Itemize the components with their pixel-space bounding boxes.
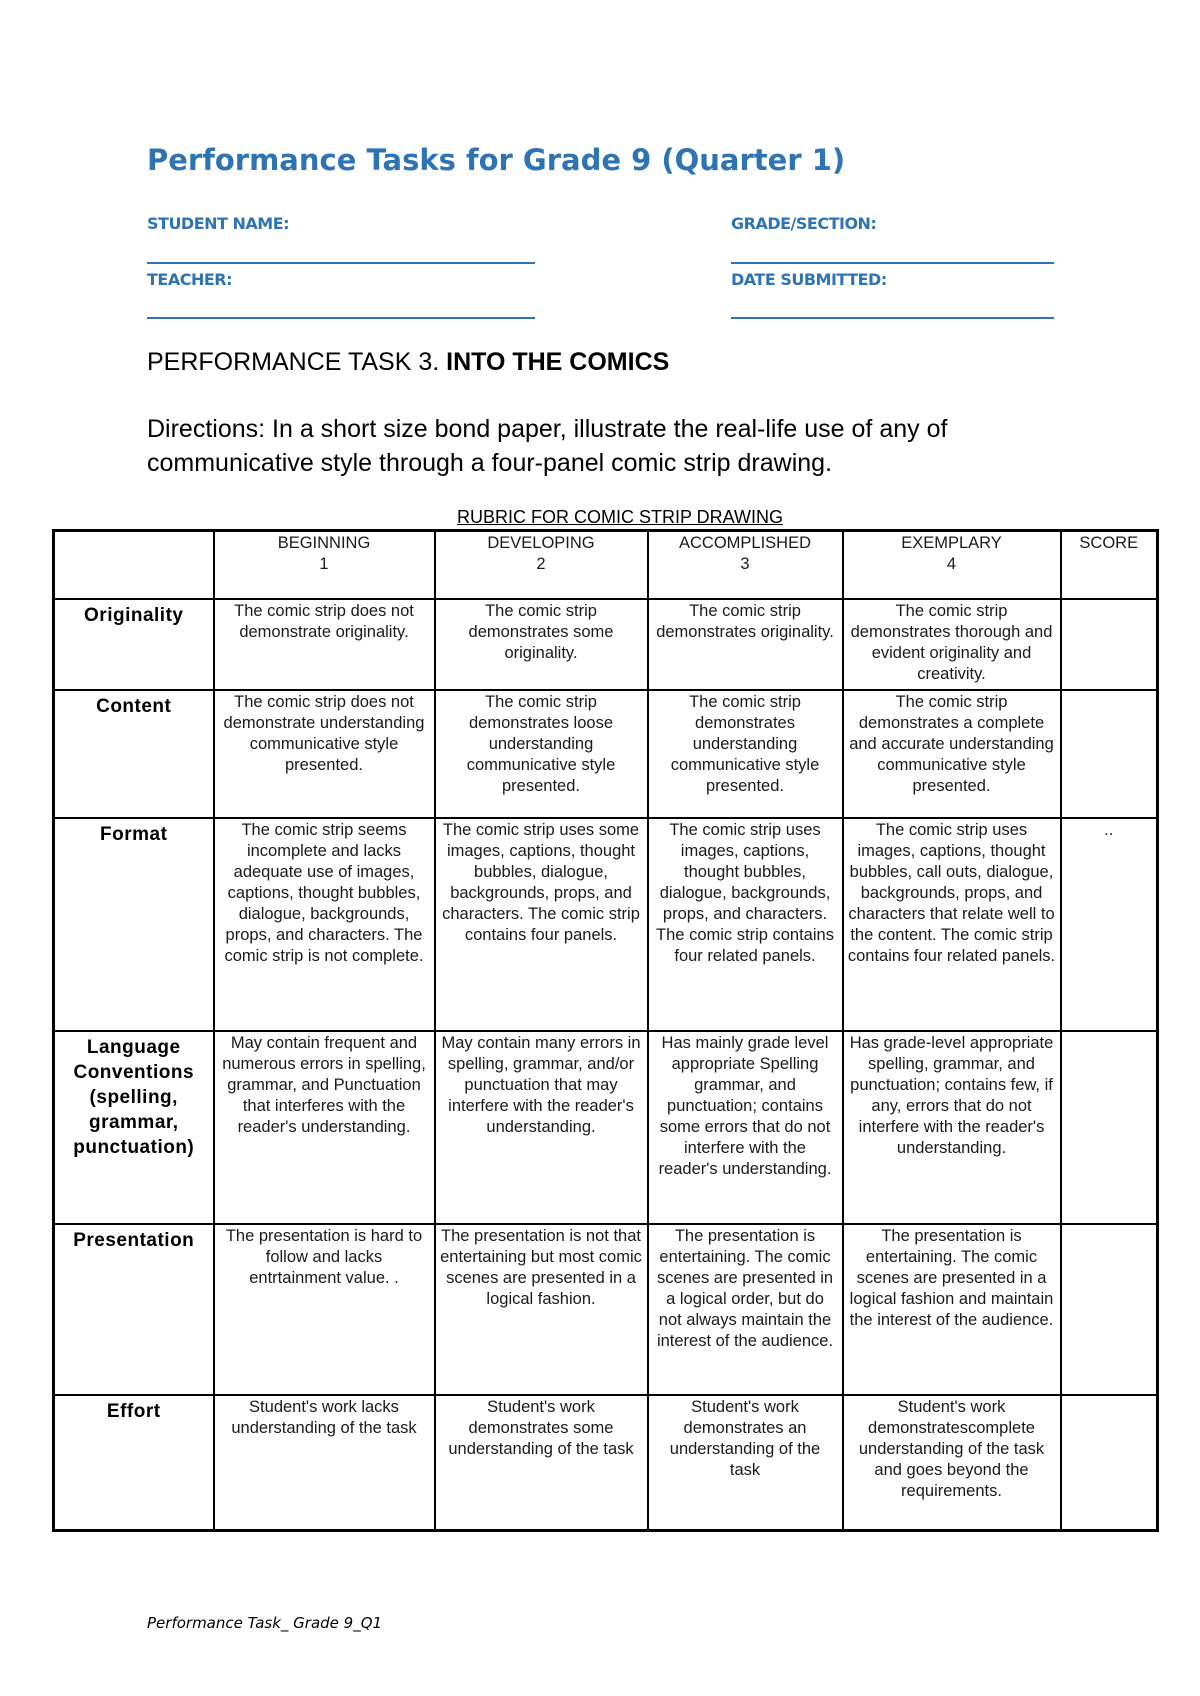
rubric-cell: The comic strip does not demonstrate understanding communicative style presented. [214, 690, 435, 818]
rubric-cell: Student's work demonstrates some understanding of the task [435, 1395, 648, 1531]
teacher-line[interactable] [147, 317, 535, 319]
rubric-cell: The presentation is entertaining. The comic scenes are presented in a logical fashion and maintain the interest of the audience. [843, 1224, 1061, 1395]
grade-section-line[interactable] [731, 262, 1054, 264]
rubric-cell: Student's work demonstrates an understanding of the task [648, 1395, 843, 1531]
date-submitted-line[interactable] [731, 317, 1054, 319]
criterion-originality: Originality [54, 599, 214, 690]
rubric-table [52, 529, 1159, 1532]
criterion-format: Format [54, 818, 214, 1031]
task-heading [147, 348, 669, 377]
level-header-beginning: BEGINNING 1 [214, 531, 435, 599]
table-row [54, 690, 1158, 818]
score-header: SCORE [1061, 531, 1158, 599]
page-title: Performance Tasks for Grade 9 (Quarter 1) [147, 143, 846, 177]
rubric-cell: Has grade-level appropriate spelling, grammar, and punctuation; contains few, if any, errors that do not interfere with the reader's understanding. [843, 1031, 1061, 1224]
task-title: INTO THE COMICS [446, 348, 670, 376]
table-row [54, 1395, 1158, 1531]
directions-text: Directions: In a short size bond paper, illustrate the real-life use of any of communicative style through a four-panel comic strip drawing. [147, 415, 948, 477]
level-header-exemplary: EXEMPLARY 4 [843, 531, 1061, 599]
rubric-corner-cell [54, 531, 214, 599]
rubric-cell: The comic strip demonstrates understanding communicative style presented. [648, 690, 843, 818]
rubric-cell: The comic strip demonstrates thorough and evident originality and creativity. [843, 599, 1061, 690]
rubric-cell: The comic strip demonstrates a complete and accurate understanding communicative style presented. [843, 690, 1061, 818]
score-cell[interactable] [1061, 1224, 1158, 1395]
rubric-cell: The comic strip uses images, captions, thought bubbles, call outs, dialogue, backgrounds, props, and characters that relate well to the content. The comic strip contains four related panels. [843, 818, 1061, 1031]
level-header-developing: DEVELOPING 2 [435, 531, 648, 599]
teacher-label: TEACHER: [147, 270, 233, 289]
rubric-cell: The comic strip uses some images, captions, thought bubbles, dialogue, backgrounds, props, and characters. The comic strip contains four panels. [435, 818, 648, 1031]
rubric-header-row [54, 531, 1158, 599]
rubric-cell: May contain many errors in spelling, grammar, and/or punctuation that may interfere with the reader's understanding. [435, 1031, 648, 1224]
score-cell[interactable] [1061, 690, 1158, 818]
rubric-cell: The comic strip uses images, captions, thought bubbles, dialogue, backgrounds, props, and characters. The comic strip contains four related panels. [648, 818, 843, 1031]
grade-section-label: GRADE/SECTION: [731, 214, 877, 233]
rubric-cell: The presentation is hard to follow and lacks entrtainment value. . [214, 1224, 435, 1395]
rubric-cell: Student's work demonstratescomplete understanding of the task and goes beyond the requirements. [843, 1395, 1061, 1531]
rubric-cell: May contain frequent and numerous errors in spelling, grammar, and Punctuation that interferes with the reader's understanding. [214, 1031, 435, 1224]
date-submitted-label: DATE SUBMITTED: [731, 270, 887, 289]
score-cell[interactable]: .. [1061, 818, 1158, 1031]
student-name-label: STUDENT NAME: [147, 214, 290, 233]
rubric-cell: The comic strip does not demonstrate originality. [214, 599, 435, 690]
score-cell[interactable] [1061, 1395, 1158, 1531]
score-cell[interactable] [1061, 599, 1158, 690]
rubric-cell: The comic strip demonstrates originality. [648, 599, 843, 690]
criterion-presentation: Presentation [54, 1224, 214, 1395]
criterion-language-conventions: Language Conventions (spelling, grammar, punctuation) [54, 1031, 214, 1224]
rubric-cell: The comic strip demonstrates loose understanding communicative style presented. [435, 690, 648, 818]
student-name-line[interactable] [147, 262, 535, 264]
task-prefix: PERFORMANCE TASK 3. [147, 348, 440, 376]
table-row [54, 818, 1158, 1031]
rubric-cell: Student's work lacks understanding of the task [214, 1395, 435, 1531]
rubric-cell: The presentation is not that entertaining but most comic scenes are presented in a logical fashion. [435, 1224, 648, 1395]
table-row [54, 1031, 1158, 1224]
rubric-cell: The presentation is entertaining. The comic scenes are presented in a logical order, but do not always maintain the interest of the audience. [648, 1224, 843, 1395]
criterion-content: Content [54, 690, 214, 818]
level-header-accomplished: ACCOMPLISHED 3 [648, 531, 843, 599]
rubric-cell: The comic strip seems incomplete and lacks adequate use of images, captions, thought bubbles, dialogue, backgrounds, props, and characters. The comic strip is not complete. [214, 818, 435, 1031]
rubric-caption: RUBRIC FOR COMIC STRIP DRAWING [456, 507, 783, 527]
table-row [54, 1224, 1158, 1395]
table-row [54, 599, 1158, 690]
score-cell[interactable] [1061, 1031, 1158, 1224]
page-footer: Performance Task_ Grade 9_Q1 [147, 1614, 383, 1632]
rubric-cell: Has mainly grade level appropriate Spelling grammar, and punctuation; contains some errors that do not interfere with the reader's understanding. [648, 1031, 843, 1224]
criterion-effort: Effort [54, 1395, 214, 1531]
rubric-cell: The comic strip demonstrates some originality. [435, 599, 648, 690]
